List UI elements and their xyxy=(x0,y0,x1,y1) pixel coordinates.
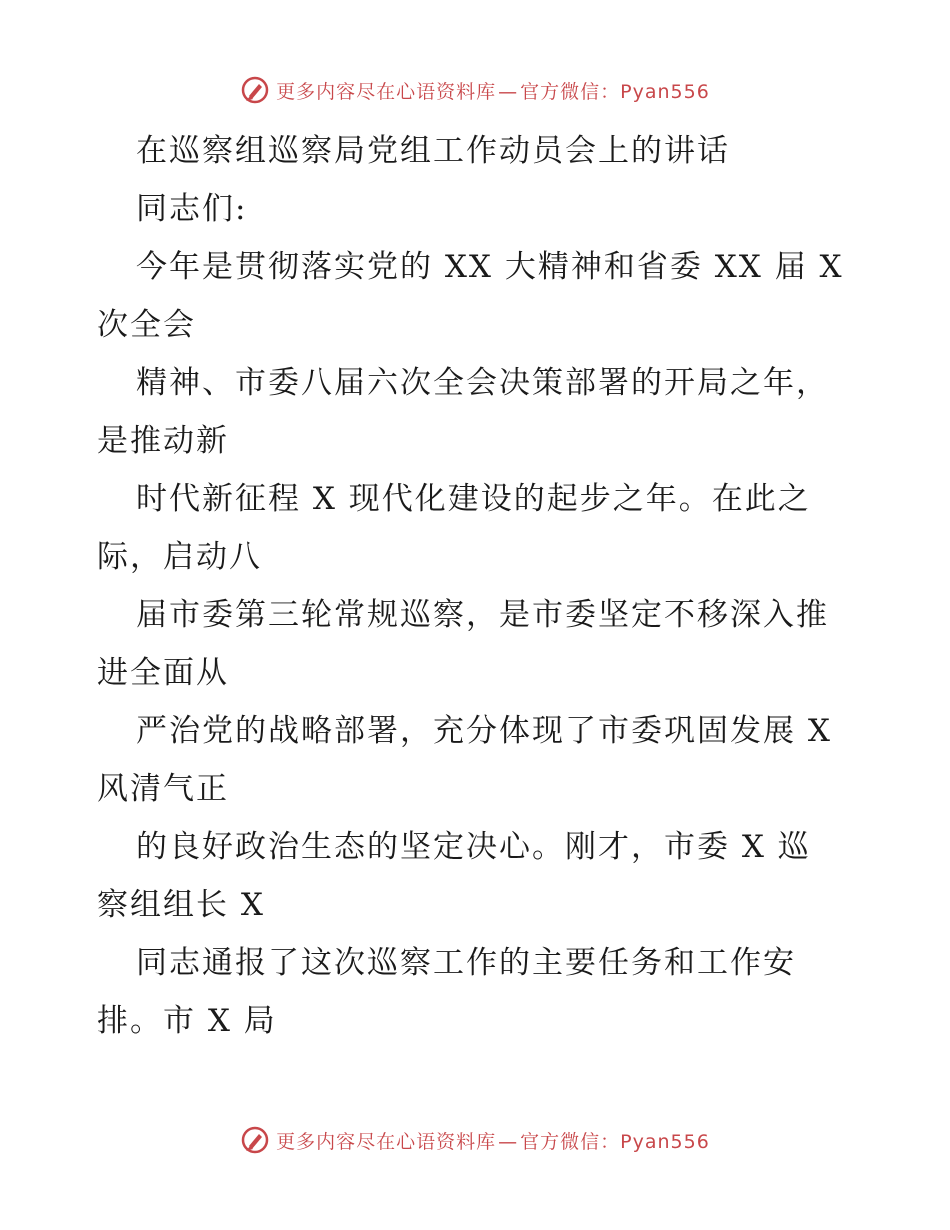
text-line: 精神、市委八届六次全会决策部署的开局之年， xyxy=(136,365,829,401)
banner-text xyxy=(276,77,710,104)
text-line: 时代新征程 X 现代化建设的起步之年。在此之 xyxy=(136,481,811,517)
banner-site-name: 更多内容尽在心语资料库 xyxy=(276,80,497,103)
text-line: 同志们: xyxy=(136,191,248,227)
banner-separator: — xyxy=(498,1130,519,1153)
text-line: 的良好政治生态的坚定决心。刚才，市委 X 巡 xyxy=(136,829,811,865)
text-line: 是推动新 xyxy=(97,423,229,459)
banner-text xyxy=(276,1127,710,1154)
pen-logo-icon xyxy=(240,75,270,105)
text-line: 同志通报了这次巡察工作的主要任务和工作安 xyxy=(136,945,796,981)
document-title: 在巡察组巡察局党组工作动员会上的讲话 xyxy=(136,133,730,169)
text-line: 次全会 xyxy=(97,307,196,343)
text-line: 风清气正 xyxy=(97,771,229,807)
text-line: 届市委第三轮常规巡察，是市委坚定不移深入推 xyxy=(136,597,829,633)
text-line: 进全面从 xyxy=(97,655,229,691)
document-body xyxy=(97,122,857,1050)
banner-site-name: 更多内容尽在心语资料库 xyxy=(276,1130,497,1153)
banner-wechat: 官方微信：Pyan556 xyxy=(520,1130,710,1153)
text-line: 排。市 X 局 xyxy=(97,1003,277,1039)
text-line: 际，启动八 xyxy=(97,539,262,575)
pen-logo-icon xyxy=(240,1125,270,1155)
banner-separator: — xyxy=(498,80,519,103)
text-line: 察组组长 X xyxy=(97,887,265,923)
text-line: 严治党的战略部署，充分体现了市委巩固发展 X xyxy=(136,713,832,749)
text-line: 今年是贯彻落实党的 XX 大精神和省委 XX 届 X xyxy=(136,249,844,285)
footer-banner xyxy=(0,1120,950,1160)
header-banner xyxy=(0,70,950,110)
banner-wechat: 官方微信：Pyan556 xyxy=(520,80,710,103)
